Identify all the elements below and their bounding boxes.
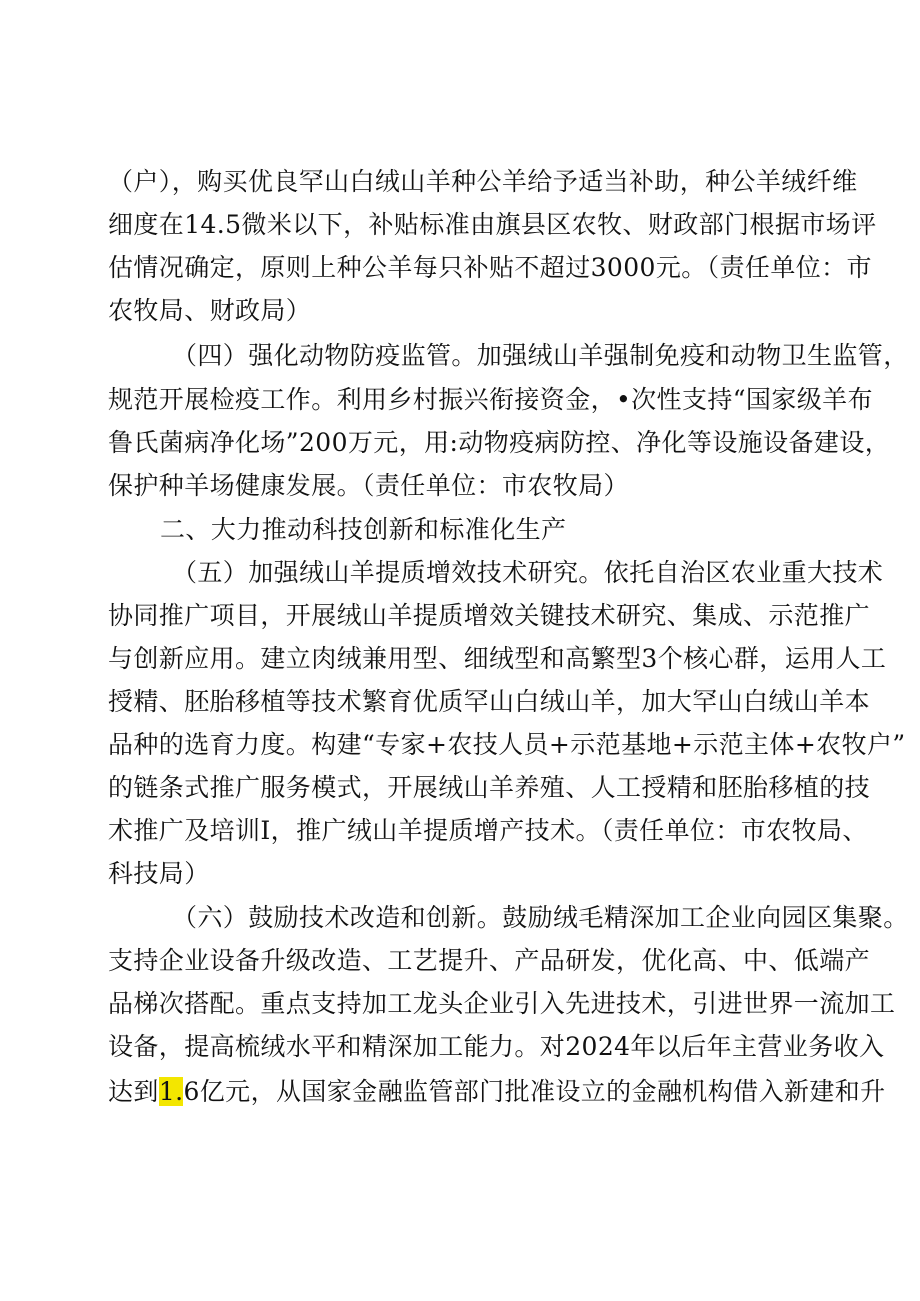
text-line: 品种的选育力度。构建“专家+农技人员+示范基地+示范主体+农牧户”	[108, 730, 906, 759]
text-line: 农牧局、财政局）	[108, 296, 312, 325]
text-line: 授精、胚胎移植等技术繁育优质罕山白绒山羊，加大罕山白绒山羊本	[108, 687, 871, 716]
text-line: 规范开展检疫工作。利用乡村振兴衔接资金，•次性支持“国家级羊布	[108, 385, 873, 414]
text-line: （户），购买优良罕山白绒山羊种公羊给予适当补助，种公羊绒纤维	[108, 167, 858, 196]
text-line: 科技局）	[108, 859, 210, 888]
section-heading: 二、大力推动科技创新和标准化生产	[160, 515, 567, 544]
text-line: 的链条式推广服务模式，开展绒山羊养殖、人工授精和胚胎移植的技	[108, 773, 871, 802]
text-line: 术推广及培训I，推广绒山羊提质增产技术。（责任单位：市农牧局、	[108, 816, 868, 845]
paragraph-heading-line: （六）鼓励技术改造和创新。鼓励绒毛精深加工企业向园区集聚。	[172, 903, 909, 932]
text-line: 支持企业设备升级改造、工艺提升、产品研发，优化高、中、低端产	[108, 946, 871, 975]
highlighted-text: 1.	[158, 1077, 184, 1106]
text-line: 设备，提高梳绒水平和精深加工能力。对2024年以后年主营业务收入	[108, 1032, 885, 1061]
text-line: 品梯次搭配。重点支持加工龙头企业引入先进技术，引进世界一流加工	[108, 989, 896, 1018]
text-line: 与创新应用。建立肉绒兼用型、细绒型和高繁型3个核心群，运用人工	[108, 644, 887, 673]
text-segment: 6亿元，从国家金融监管部门批准设立的金融机构借入新建和升	[183, 1077, 886, 1106]
paragraph-heading-line: （五）加强绒山羊提质增效技术研究。依托自治区农业重大技术	[172, 558, 884, 587]
text-segment: 达到	[108, 1077, 159, 1106]
text-line: 估情况确定，原则上种公羊每只补贴不超过3000元。（责任单位：市	[108, 253, 872, 282]
text-line: 鲁氏菌病净化场”200万元，用:动物疫病防控、净化等设施设备建设，	[108, 428, 891, 457]
text-line-with-highlight	[108, 1070, 886, 1114]
text-line: 保护种羊场健康发展。（责任单位：市农牧局）	[108, 471, 629, 500]
text-line: 细度在14.5微米以下，补贴标准由旗县区农牧、财政部门根据市场评	[108, 210, 877, 239]
text-line: 协同推广项目，开展绒山羊提质增效关键技术研究、集成、示范推广	[108, 601, 871, 630]
paragraph-heading-line: （四）强化动物防疫监管。加强绒山羊强制免疫和动物卫生监管，	[172, 341, 909, 370]
